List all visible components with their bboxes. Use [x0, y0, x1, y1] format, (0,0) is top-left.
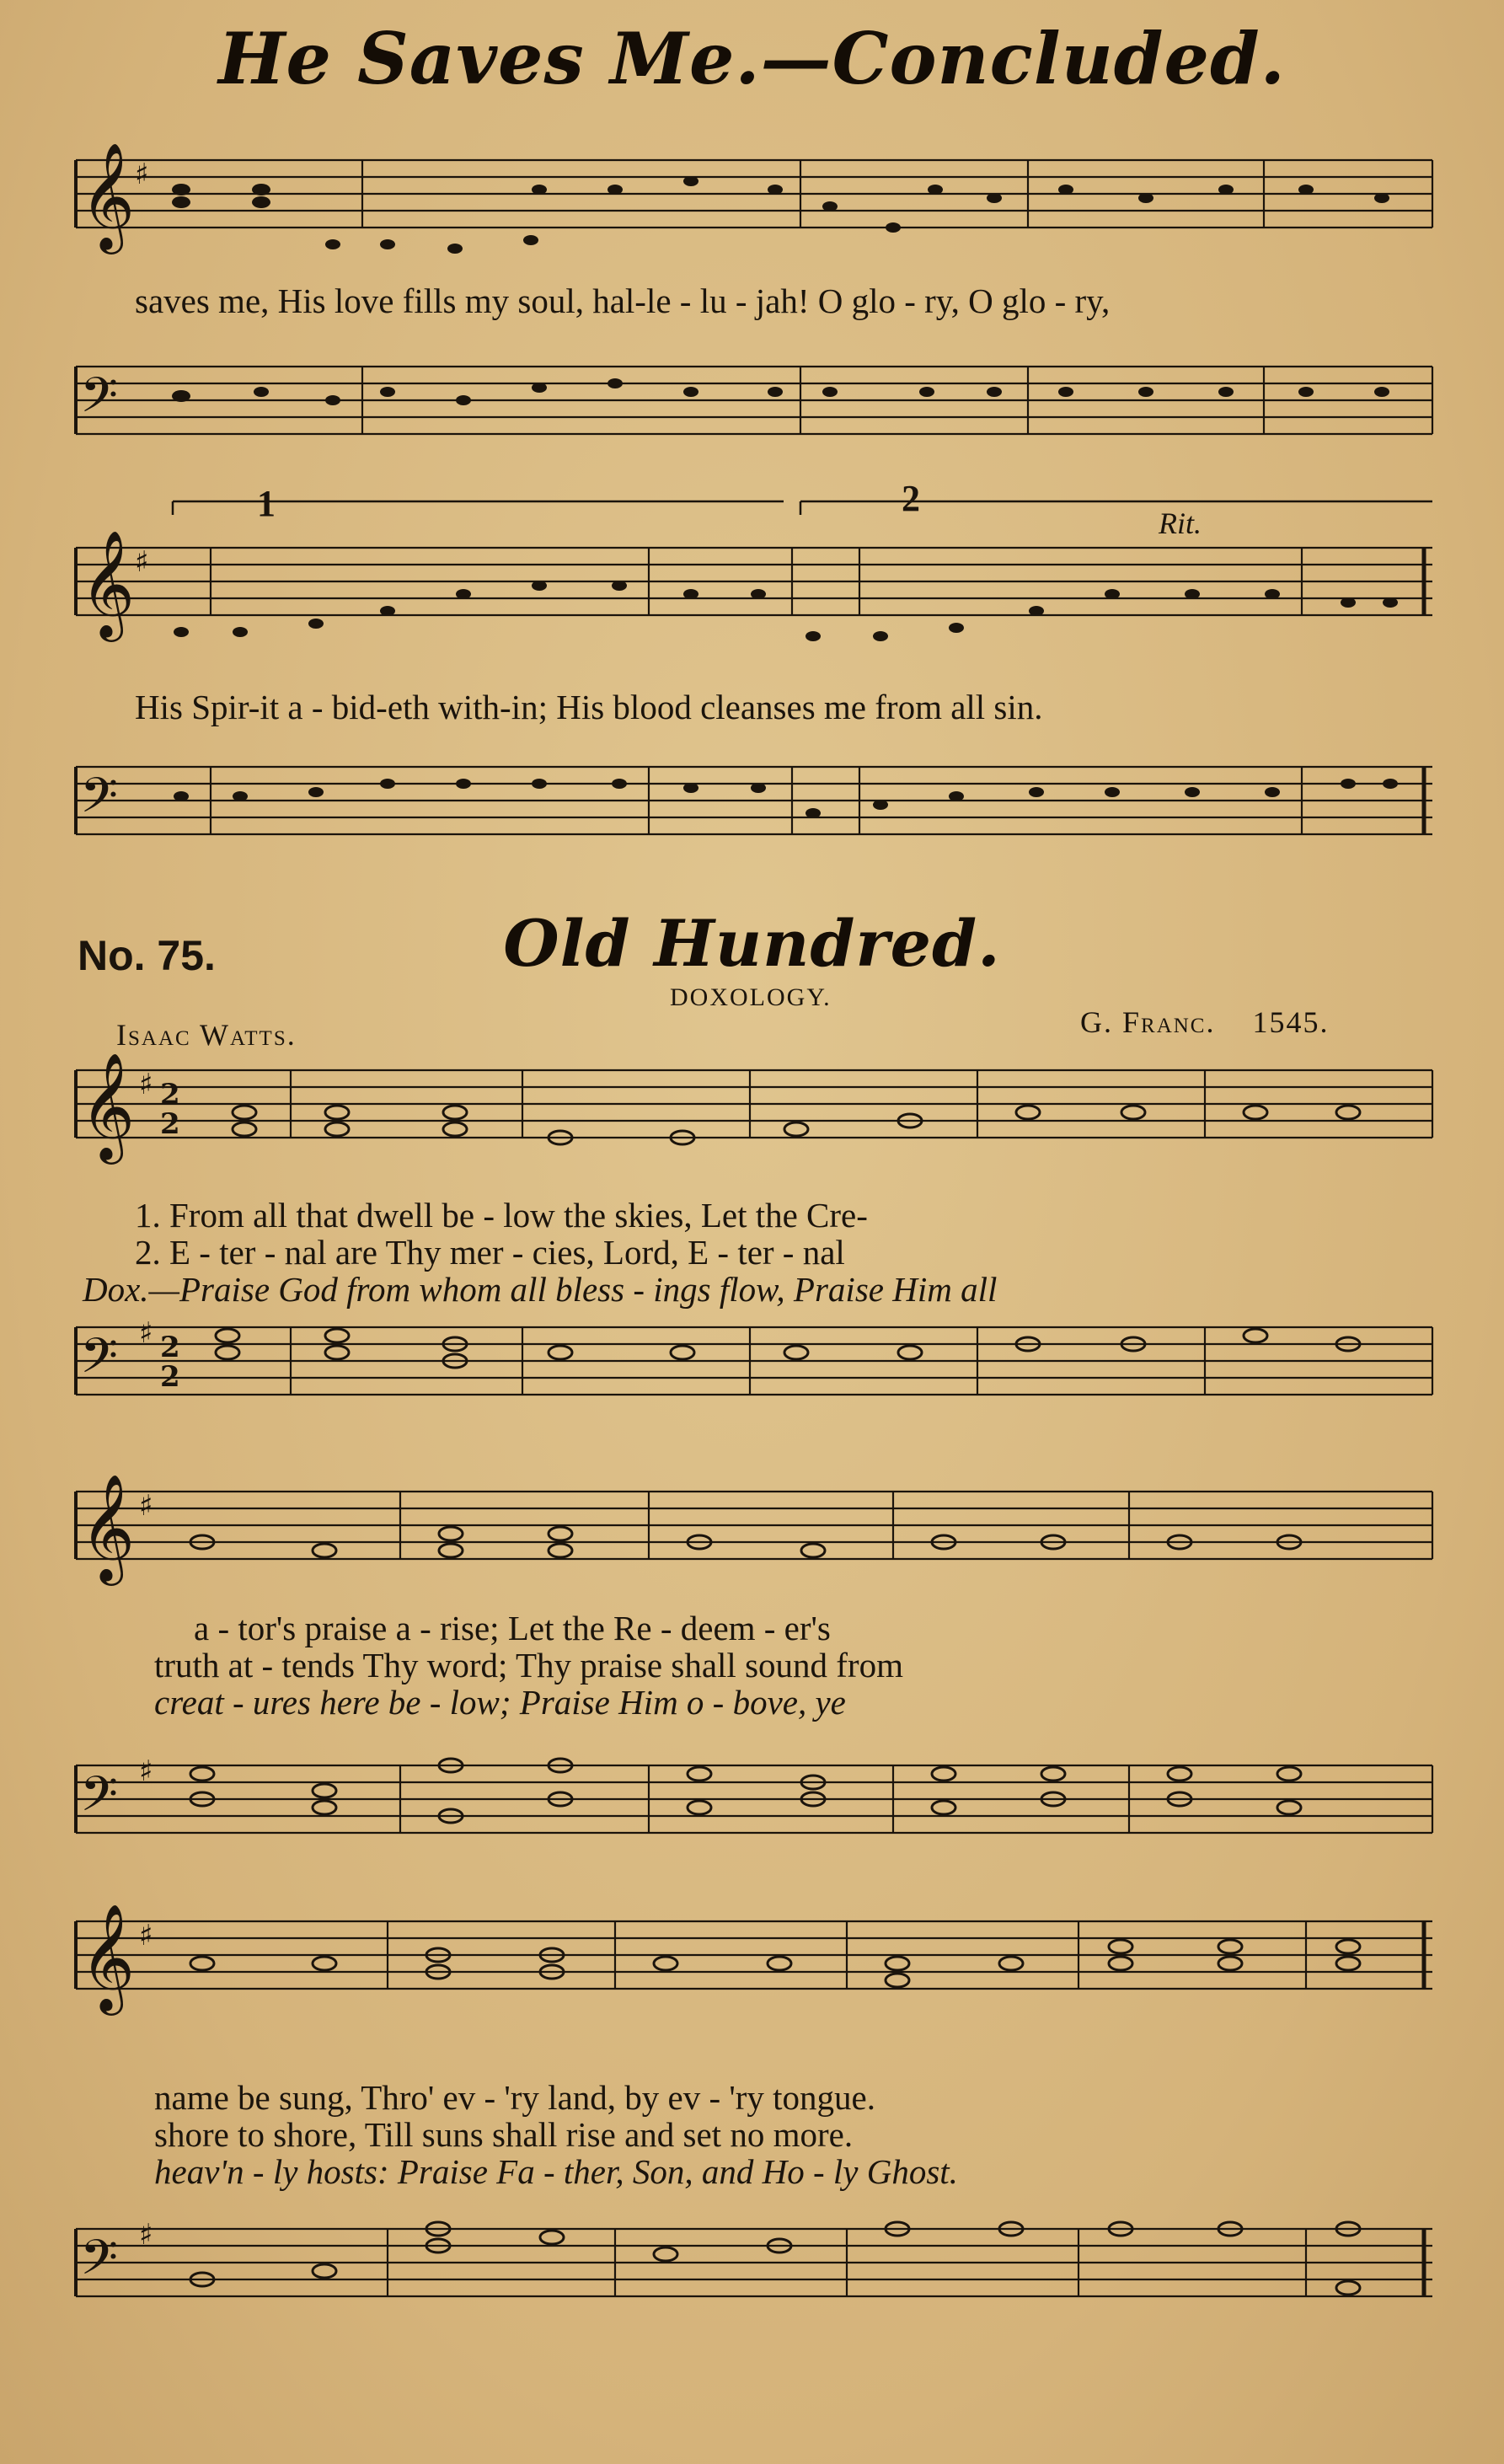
svg-text:𝄢: 𝄢	[80, 1765, 119, 1835]
hymn-composer	[1080, 1004, 1329, 1040]
staff-treble-1	[0, 143, 1504, 287]
svg-text:𝄞: 𝄞	[80, 1473, 136, 1581]
svg-text:𝄢: 𝄢	[80, 767, 119, 836]
staff-bass-2	[0, 733, 1504, 885]
hymn-author: Isaac Watts.	[116, 1018, 297, 1052]
ritardando-mark: Rit.	[1159, 506, 1202, 540]
staff-treble-4	[0, 1466, 1504, 1593]
svg-text:𝄞: 𝄞	[80, 531, 136, 637]
lyric-verse1-row2: a - tor's praise a - rise; Let the Re - deem - er's	[194, 1609, 831, 1647]
staff-bass-5	[0, 2204, 1504, 2330]
lyric-verse2-row2: truth at - tends Thy word; Thy praise shall sound from	[154, 1646, 903, 1685]
ending-1-number: 1	[257, 483, 276, 524]
lyric-verse1-row1: 1. From all that dwell be - low the skies, Let the Cre-	[135, 1196, 868, 1235]
staff-treble-3	[0, 1045, 1504, 1171]
lyric-verse2-row1: 2. E - ter - nal are Thy mer - cies, Lord, E - ter - nal	[135, 1233, 845, 1272]
svg-text:♯: ♯	[139, 1316, 153, 1350]
lyric-verse2-row3: shore to shore, Till suns shall rise and set no more.	[154, 2115, 854, 2154]
staff-bass-4	[0, 1740, 1504, 1867]
lyric-line-s1-2: His Spir-it a - bid-eth with-in; His blood cleanses me from all sin.	[135, 688, 1043, 726]
lyric-verse1-row3: name be sung, Thro' ev - 'ry land, by ev - 'ry tongue.	[154, 2078, 875, 2117]
svg-text:♯: ♯	[139, 1489, 153, 1523]
svg-text:♯: ♯	[139, 1068, 153, 1101]
lyric-line-s1-1: saves me, His love fills my soul, hal-le - lu - jah! O glo - ry, O glo - ry,	[135, 281, 1111, 320]
hymn-subtitle: DOXOLOGY.	[670, 983, 832, 1011]
lyric-doxology-row2: creat - ures here be - low; Praise Him o - bove, ye	[154, 1683, 846, 1722]
svg-text:♯: ♯	[139, 2218, 153, 2252]
svg-text:𝄢: 𝄢	[80, 367, 119, 436]
svg-text:♯: ♯	[139, 1919, 153, 1952]
svg-text:𝄞: 𝄞	[80, 1052, 136, 1160]
composer-year: 1545.	[1252, 1005, 1330, 1039]
svg-text:♯: ♯	[135, 545, 149, 579]
svg-text:𝄞: 𝄞	[80, 143, 136, 249]
ending-2-number: 2	[902, 478, 920, 519]
svg-text:♯: ♯	[139, 1754, 153, 1788]
svg-text:𝄢: 𝄢	[80, 1327, 119, 1396]
hymn-number: No. 75.	[78, 932, 216, 979]
composer-name: G. Franc.	[1080, 1005, 1216, 1039]
svg-text:2: 2	[160, 1331, 180, 1364]
svg-text:2: 2	[160, 1107, 180, 1141]
staff-bass-3	[0, 1302, 1504, 1428]
hymn-title: Old Hundred.	[503, 906, 1001, 981]
svg-text:2: 2	[160, 1360, 180, 1394]
svg-text:𝄢: 𝄢	[80, 2229, 119, 2298]
endings-bracket	[0, 485, 1504, 518]
svg-text:♯: ♯	[135, 158, 149, 191]
staff-bass-1	[0, 333, 1504, 485]
staff-treble-5	[0, 1896, 1504, 2022]
svg-text:𝄞: 𝄞	[80, 1903, 136, 2011]
staff-treble-2	[0, 531, 1504, 674]
page-title: He Saves Me.—Concluded.	[218, 17, 1286, 100]
lyric-doxology-row1: Dox.—Praise God from whom all bless - ings flow, Praise Him all	[83, 1270, 998, 1309]
lyric-doxology-row3: heav'n - ly hosts: Praise Fa - ther, Son, and Ho - ly Ghost.	[154, 2152, 958, 2191]
svg-text:2: 2	[160, 1078, 180, 1111]
